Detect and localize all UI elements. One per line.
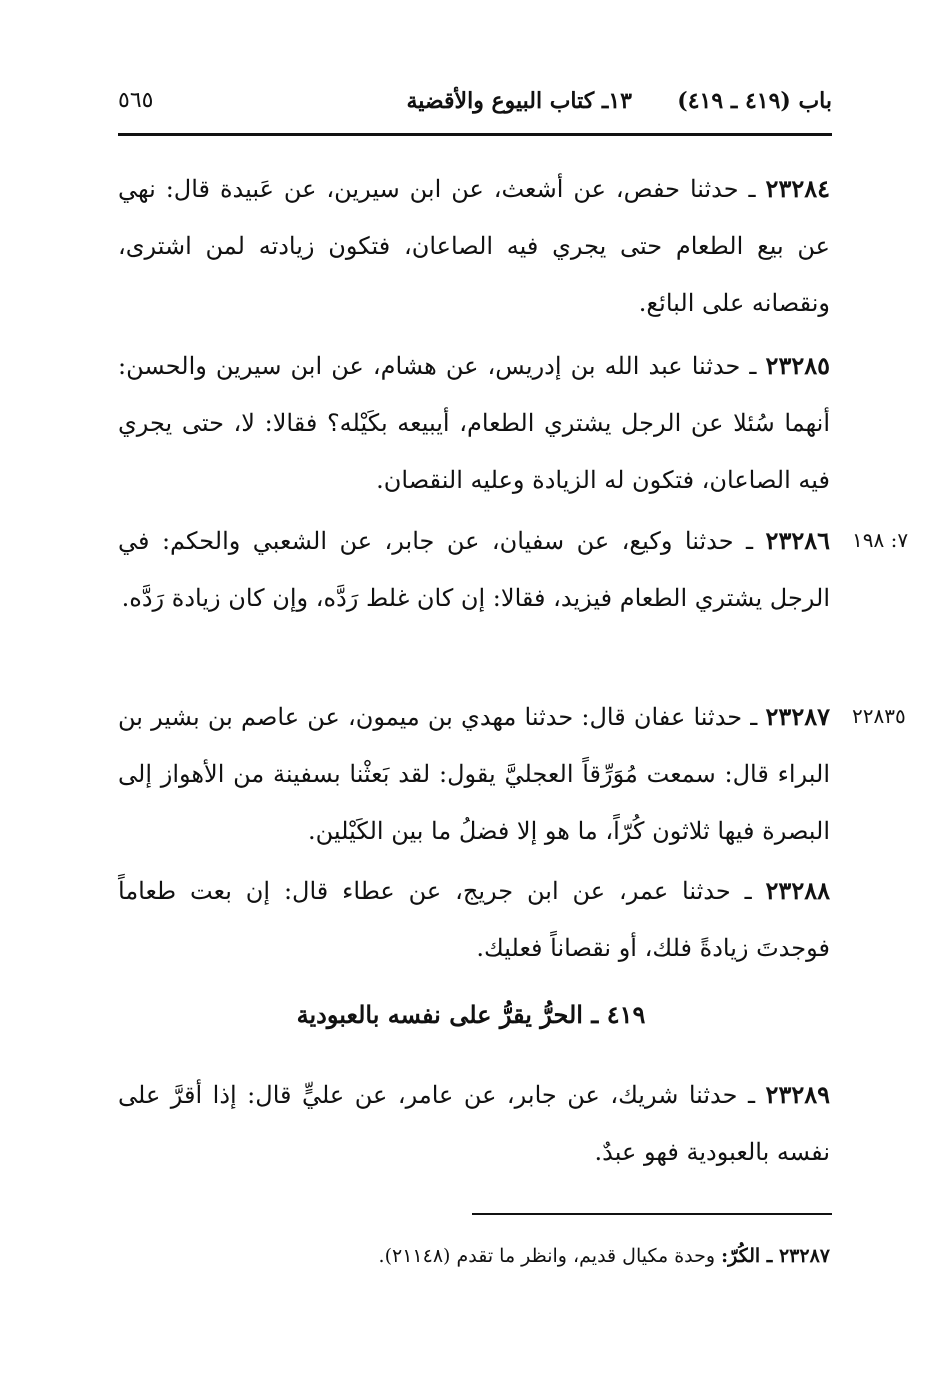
margin-reference: ٢٢٨٣٥ [852,704,906,728]
page-number: ٥٦٥ [118,88,154,113]
hadith-number: ٢٣٢٨٥ [765,351,830,380]
hadith-text: ـ حدثنا عمر، عن ابن جريج، عن عطاء قال: إن بعت طعاماً فوجدتَ زيادةً فلك، أو نقصاناً فعليك. [118,877,830,962]
hadith-number: ٢٣٢٨٩ [765,1080,830,1109]
hadith-text: ـ حدثنا عفان قال: حدثنا مهدي بن ميمون، عن عاصم بن بشير بن البراء قال: سمعت مُوَرِّقاً العجليَّ يقول: لقد بَعثْنا بسفينة من الأهواز إلى البصرة فيها ثلاثون كُرّاً، ما هو إلا فضلُ ما بين الكَيْلين. [118,703,830,845]
header-bab: باب (٤١٩ ـ ٤١٩) [677,88,832,114]
hadith-entry [118,337,830,509]
hadith-number: ٢٣٢٨٦ [765,526,830,555]
hadith-text: ـ حدثنا عبد الله بن إدريس، عن هشام، عن ابن سيرين والحسن: أنهما سُئلا عن الرجل يشتري الطعام، أيبيعه بكَيْله؟ فقالا: لا، حتى يجري فيه الصاعان، فتكون له الزيادة وعليه النقصان. [118,352,831,494]
hadith-entry [118,688,830,860]
margin-reference: ٧: ١٩٨ [852,528,909,552]
hadith-entry [118,160,830,332]
section-title: ٤١٩ ـ الحرُّ يقرُّ على نفسه بالعبودية [296,1000,646,1029]
hadith-text: ـ حدثنا حفص، عن أشعث، عن ابن سيرين، عن عَبيدة قال: نهي عن بيع الطعام حتى يجري فيه الصاعان، فتكون زيادته لمن اشترى، ونقصانه على البائع. [118,175,830,317]
hadith-text: ـ حدثنا شريك، عن جابر، عن عامر، عن عليٍّ قال: إذا أقرَّ على نفسه بالعبودية فهو عبدٌ. [118,1081,830,1166]
footnote-text: وحدة مكيال قديم، وانظر ما تقدم (٢١١٤٨). [378,1245,716,1267]
hadith-entry [118,512,830,627]
header-rule [118,133,832,136]
header-chapter: ١٣ـ كتاب البيوع والأقضية [406,88,632,114]
hadith-entry [118,862,830,977]
footnote-rule [472,1213,832,1215]
hadith-number: ٢٣٢٨٨ [765,876,830,905]
hadith-text: ـ حدثنا وكيع، عن سفيان، عن جابر، عن الشعبي والحكم: في الرجل يشتري الطعام فيزيد، فقالا: إن كان غلط رَدَّه، وإن كان زيادة رَدَّه. [118,527,830,612]
running-header [118,88,832,128]
hadith-number: ٢٣٢٨٤ [765,174,830,203]
footnote-ref: ٢٣٢٨٧ ـ الكُرّ: [721,1245,830,1267]
hadith-number: ٢٣٢٨٧ [765,702,830,731]
hadith-entry [118,1066,830,1181]
footnote [118,1236,830,1276]
